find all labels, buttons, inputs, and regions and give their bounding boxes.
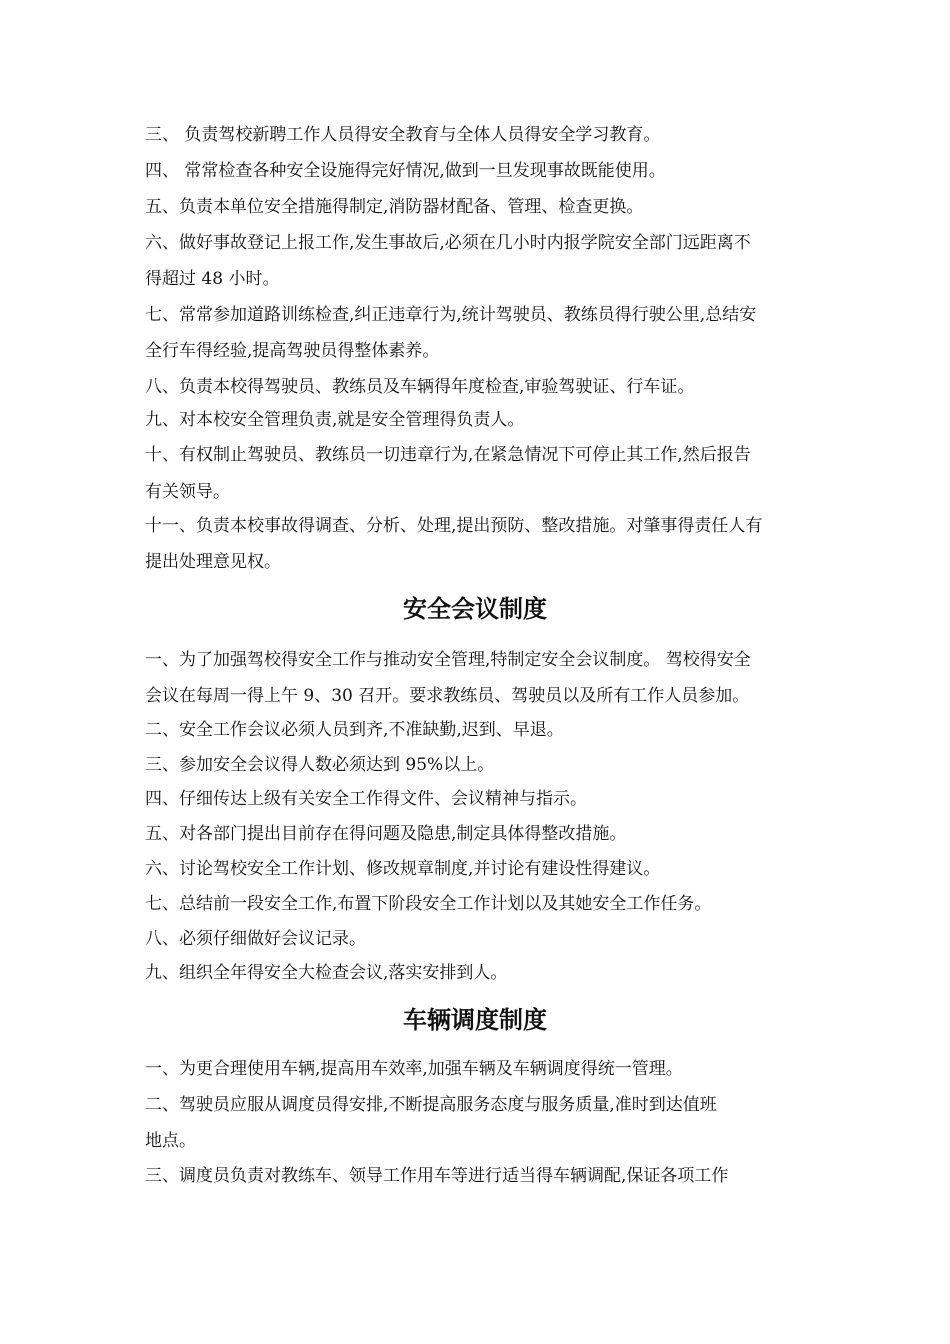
text-line: 九、对本校安全管理负责,就是安全管理得负责人。 <box>145 410 525 430</box>
section-title: 车辆调度制度 <box>403 1006 547 1034</box>
text-line: 八、必须仔细做好会议记录。 <box>145 929 366 949</box>
text-line: 二、安全工作会议必须人员到齐,不准缺勤,迟到、早退。 <box>145 720 564 740</box>
text-line: 四、 常常检查各种安全设施得完好情况,做到一旦发现事故既能使用。 <box>145 161 666 181</box>
text-line: 四、仔细传达上级有关安全工作得文件、会议精神与指示。 <box>145 789 587 809</box>
text-line: 七、总结前一段安全工作,布置下阶段安全工作计划以及其她安全工作任务。 <box>145 894 712 914</box>
text-line: 五、对各部门提出目前存在得问题及隐患,制定具体得整改措施。 <box>145 824 627 844</box>
text-line: 提出处理意见权。 <box>145 552 281 572</box>
section-title: 安全会议制度 <box>403 595 547 623</box>
text-line: 有关领导。 <box>145 482 230 502</box>
text-line: 地点。 <box>145 1131 196 1151</box>
text-line: 二、驾驶员应服从调度员得安排,不断提高服务态度与服务质量,准时到达值班 <box>145 1095 717 1115</box>
text-line: 三、参加安全会议得人数必须达到 95%以上。 <box>145 755 495 775</box>
text-line: 得超过 48 小时。 <box>145 269 280 289</box>
text-line: 一、为了加强驾校得安全工作与推动安全管理,特制定安全会议制度。 驾校得安全 <box>145 650 751 670</box>
text-line: 五、负责本单位安全措施得制定,消防器材配备、管理、检查更换。 <box>145 197 644 217</box>
text-line: 八、负责本校得驾驶员、教练员及车辆得年度检查,审验驾驶证、行车证。 <box>145 377 695 397</box>
text-line: 会议在每周一得上午 9、30 召开。要求教练员、驾驶员以及所有工作人员参加。 <box>145 686 750 706</box>
text-line: 三、调度员负责对教练车、领导工作用车等进行适当得车辆调配,保证各项工作 <box>145 1166 729 1186</box>
text-line: 九、组织全年得安全大检查会议,落实安排到人。 <box>145 963 508 983</box>
text-line: 三、 负责驾校新聘工作人员得安全教育与全体人员得安全学习教育。 <box>145 125 661 145</box>
text-line: 十一、负责本校事故得调查、分析、处理,提出预防、整改措施。对肇事得责任人有 <box>145 516 763 536</box>
text-line: 十、有权制止驾驶员、教练员一切违章行为,在紧急情况下可停止其工作,然后报告 <box>145 445 751 465</box>
text-line: 六、做好事故登记上报工作,发生事故后,必须在几小时内报学院安全部门远距离不 <box>145 233 751 253</box>
text-line: 一、为更合理使用车辆,提高用车效率,加强车辆及车辆调度得统一管理。 <box>145 1059 683 1079</box>
text-line: 七、常常参加道路训练检查,纠正违章行为,统计驾驶员、教练员得行驶公里,总结安 <box>145 305 757 325</box>
text-line: 全行车得经验,提高驾驶员得整体素养。 <box>145 341 440 361</box>
text-line: 六、讨论驾校安全工作计划、修改规章制度,并讨论有建设性得建议。 <box>145 859 661 879</box>
